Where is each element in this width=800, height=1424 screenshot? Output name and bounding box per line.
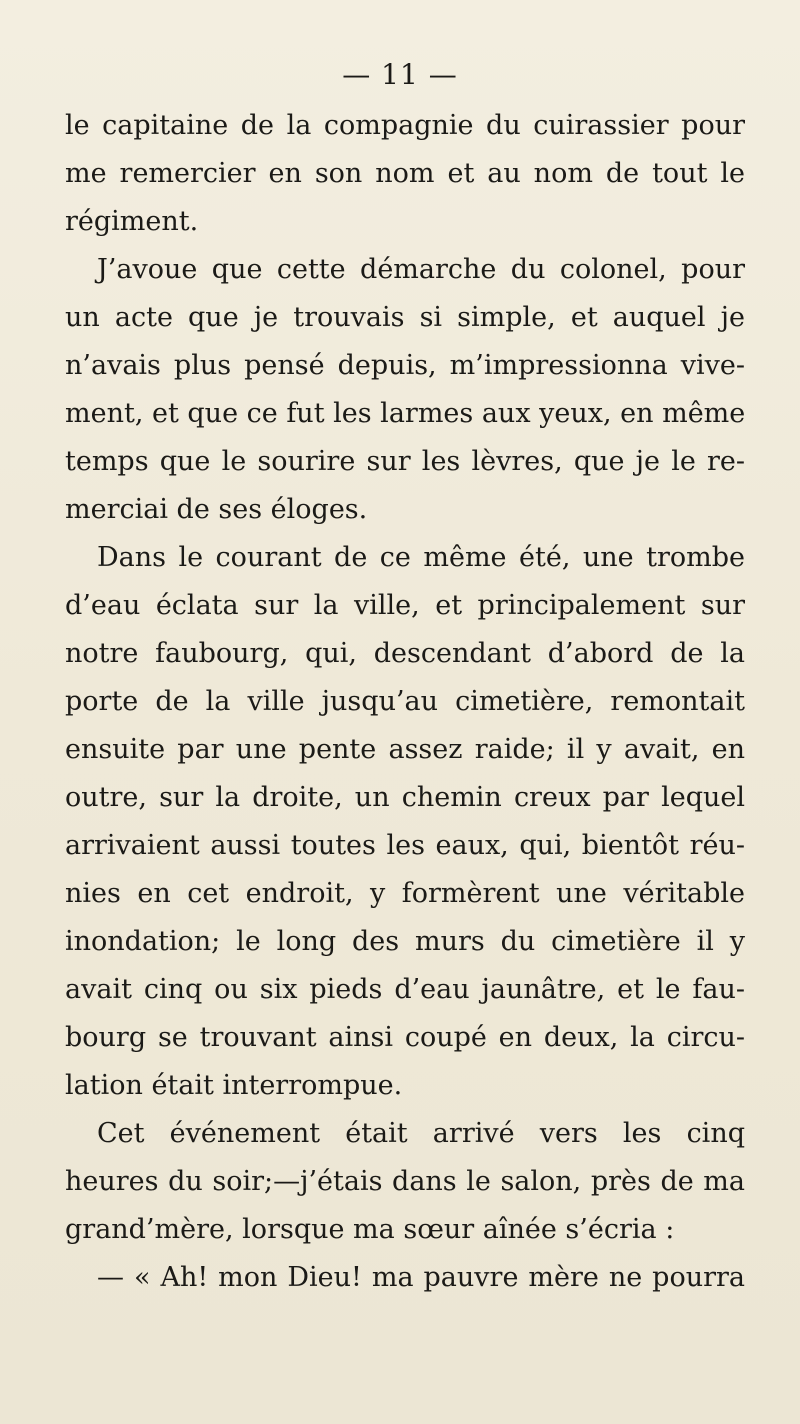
- text-line: outre, sur la droite, un chemin creux par lequel: [65, 782, 745, 813]
- text-line: notre faubourg, qui, descendant d’abord de la: [65, 638, 745, 669]
- text-line: bourg se trouvant ainsi coupé en deux, la circu-: [65, 1022, 745, 1053]
- text-line: me remercier en son nom et au nom de tout le: [65, 158, 745, 189]
- text-line: d’eau éclata sur la ville, et principalement sur: [65, 590, 745, 621]
- text-line: Cet événement était arrivé vers les cinq: [97, 1118, 745, 1149]
- text-line: un acte que je trouvais si simple, et auquel je: [65, 302, 745, 333]
- text-line: ment, et que ce fut les larmes aux yeux, en même: [65, 398, 745, 429]
- page-number: — 11 —: [342, 58, 458, 91]
- text-line: — « Ah! mon Dieu! ma pauvre mère ne pourra: [97, 1262, 745, 1293]
- text-line: n’avais plus pensé depuis, m’impressionna vive-: [65, 350, 745, 381]
- text-line: le capitaine de la compagnie du cuirassier pour: [65, 110, 745, 141]
- text-line: avait cinq ou six pieds d’eau jaunâtre, et le fau-: [65, 974, 745, 1005]
- text-line: régiment.: [65, 206, 199, 237]
- body-text: [65, 102, 745, 1302]
- text-line: merciai de ses éloges.: [65, 494, 368, 525]
- text-line: grand’mère, lorsque ma sœur aînée s’écria :: [65, 1214, 675, 1245]
- text-line: inondation; le long des murs du cimetière il y: [65, 926, 745, 957]
- text-line: ensuite par une pente assez raide; il y avait, en: [65, 734, 745, 765]
- text-line: heures du soir;—j’étais dans le salon, près de ma: [65, 1166, 745, 1197]
- text-line: temps que le sourire sur les lèvres, que je le re-: [65, 446, 745, 477]
- text-line: lation était interrompue.: [65, 1070, 403, 1101]
- text-line: J’avoue que cette démarche du colonel, pour: [97, 254, 745, 285]
- text-line: arrivaient aussi toutes les eaux, qui, bientôt réu-: [65, 830, 745, 861]
- text-line: Dans le courant de ce même été, une trombe: [97, 542, 745, 573]
- text-line: porte de la ville jusqu’au cimetière, remontait: [65, 686, 745, 717]
- text-line: nies en cet endroit, y formèrent une véritable: [65, 878, 745, 909]
